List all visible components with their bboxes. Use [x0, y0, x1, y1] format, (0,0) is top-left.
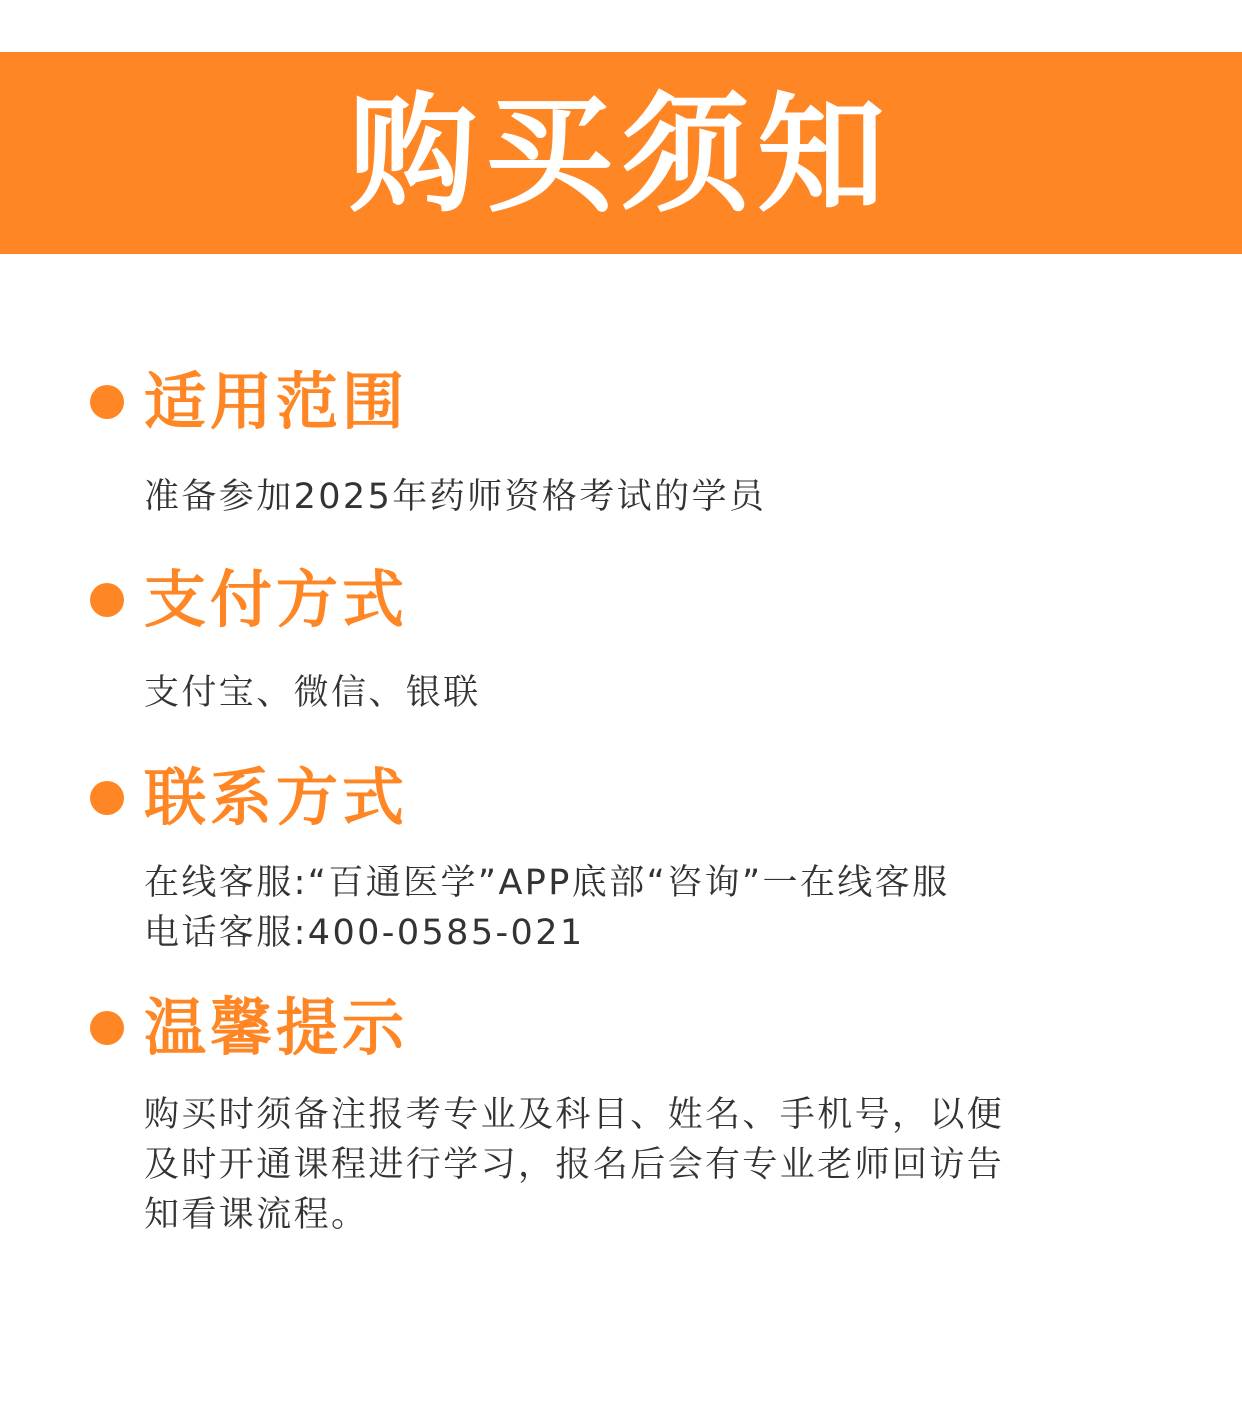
bullet-dot-icon [90, 385, 124, 419]
section-header-contact [90, 758, 408, 838]
section-title-payment: 支付方式 [144, 563, 409, 636]
section-body-scope [144, 472, 1104, 522]
section-line: 在线客服:“百通医学”APP底部“咨询”一在线客服 [144, 863, 950, 903]
section-title-scope: 适用范围 [144, 365, 409, 438]
section-line: 知看课流程。 [144, 1195, 369, 1235]
section-line: 支付宝、微信、银联 [144, 673, 481, 713]
section-line: 准备参加2025年药师资格考试的学员 [144, 477, 767, 517]
header-banner [0, 52, 1242, 254]
section-title-tips: 温馨提示 [144, 991, 409, 1064]
section-body-contact [144, 858, 1104, 958]
section-line: 电话客服:400-0585-021 [144, 913, 585, 953]
section-header-tips [90, 988, 408, 1068]
bullet-dot-icon [90, 781, 124, 815]
bullet-dot-icon [90, 1011, 124, 1045]
section-header-scope [90, 362, 408, 442]
section-body-tips [144, 1090, 1104, 1240]
section-header-payment [90, 560, 408, 640]
section-body-payment [144, 668, 1104, 718]
section-line: 及时开通课程进行学习，报名后会有专业老师回访告 [144, 1145, 1005, 1185]
section-title-contact: 联系方式 [144, 761, 409, 834]
page-title: 购买须知 [348, 81, 893, 230]
bullet-dot-icon [90, 583, 124, 617]
section-line: 购买时须备注报考专业及科目、姓名、手机号，以便 [144, 1095, 1005, 1135]
